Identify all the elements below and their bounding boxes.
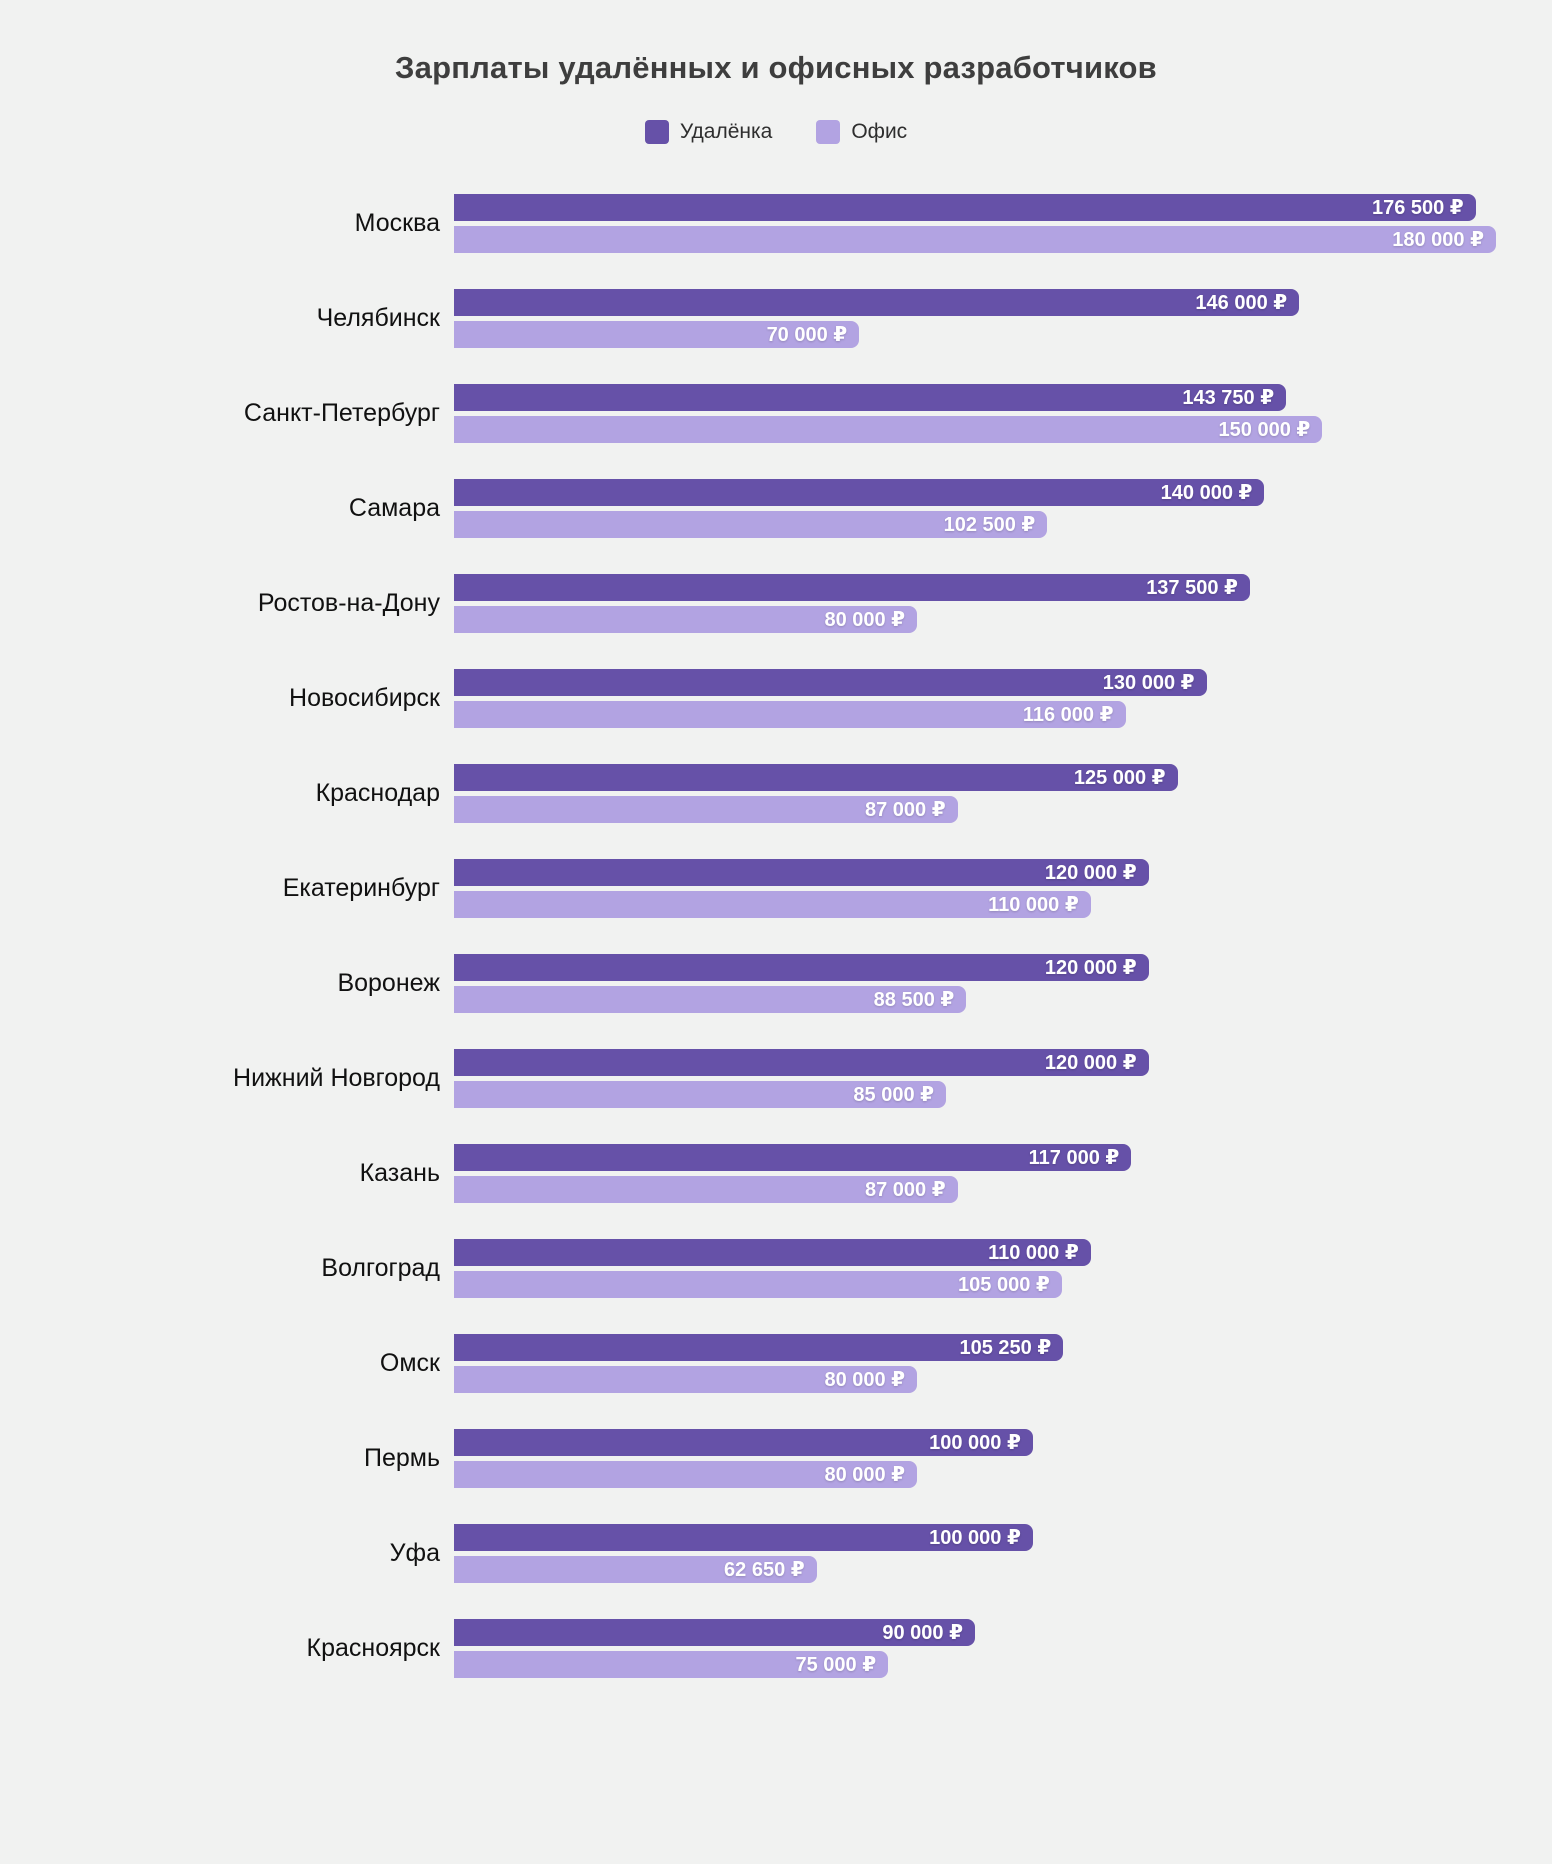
bar-group bbox=[454, 574, 1496, 633]
bar-office bbox=[454, 321, 859, 348]
bar-value-label: 137 500 ₽ bbox=[1146, 577, 1238, 599]
category-label: Уфа bbox=[389, 1539, 440, 1567]
bar-office bbox=[454, 1651, 888, 1678]
legend-label-office: Офис bbox=[851, 120, 908, 143]
bar-value-label: 88 500 ₽ bbox=[873, 989, 955, 1011]
bar-office bbox=[454, 1461, 917, 1488]
bar-remote bbox=[454, 669, 1207, 696]
category-label: Казань bbox=[359, 1159, 440, 1187]
bar-value-label: 100 000 ₽ bbox=[929, 1432, 1021, 1454]
bar-value-label: 143 750 ₽ bbox=[1182, 387, 1275, 409]
bar-value-label: 140 000 ₽ bbox=[1160, 482, 1253, 504]
chart-title: Зарплаты удалённых и офисных разработчиков bbox=[395, 50, 1157, 85]
category-label: Омск bbox=[379, 1349, 440, 1377]
bar-value-label: 176 500 ₽ bbox=[1371, 197, 1464, 219]
bar-group bbox=[454, 479, 1496, 538]
bar-office bbox=[454, 986, 966, 1013]
bar-office bbox=[454, 1176, 958, 1203]
category-label: Воронеж bbox=[337, 969, 440, 997]
bar-remote bbox=[454, 764, 1178, 791]
category-label: Новосибирск bbox=[289, 684, 440, 712]
category-label: Красноярск bbox=[306, 1634, 440, 1662]
bar-office bbox=[454, 606, 917, 633]
bar-value-label: 87 000 ₽ bbox=[864, 799, 946, 821]
legend-swatch-office-icon bbox=[816, 120, 840, 144]
bar-value-label: 100 000 ₽ bbox=[929, 1527, 1021, 1549]
category-label: Пермь bbox=[364, 1444, 440, 1472]
bar-group bbox=[454, 194, 1496, 253]
bar-office bbox=[454, 1366, 917, 1393]
bar-remote bbox=[454, 1524, 1033, 1551]
chart-row bbox=[0, 194, 1552, 253]
category-label: Самара bbox=[348, 494, 440, 522]
bar-remote bbox=[454, 859, 1149, 886]
bar-remote bbox=[454, 194, 1476, 221]
chart-row bbox=[0, 1144, 1552, 1203]
chart-row bbox=[0, 479, 1552, 538]
chart-row bbox=[0, 1619, 1552, 1678]
chart-row bbox=[0, 764, 1552, 823]
bar-value-label: 117 000 ₽ bbox=[1028, 1147, 1120, 1169]
bar-office bbox=[454, 796, 958, 823]
category-label: Москва bbox=[354, 209, 440, 237]
bar-group bbox=[454, 1144, 1496, 1203]
bar-value-label: 102 500 ₽ bbox=[943, 514, 1036, 536]
bar-office bbox=[454, 1556, 817, 1583]
bar-remote bbox=[454, 479, 1264, 506]
bar-value-label: 120 000 ₽ bbox=[1044, 862, 1137, 884]
bar-group bbox=[454, 1429, 1496, 1488]
bar-value-label: 125 000 ₽ bbox=[1073, 767, 1166, 789]
bar-value-label: 70 000 ₽ bbox=[766, 324, 848, 346]
legend-swatch-remote-icon bbox=[645, 120, 669, 144]
bar-value-label: 80 000 ₽ bbox=[824, 609, 906, 631]
legend-item-remote bbox=[645, 120, 773, 144]
bar-group bbox=[454, 289, 1496, 348]
bar-remote bbox=[454, 1049, 1149, 1076]
category-label: Челябинск bbox=[316, 304, 440, 332]
bar-value-label: 120 000 ₽ bbox=[1044, 957, 1137, 979]
bar-office bbox=[454, 701, 1126, 728]
bar-group bbox=[454, 1239, 1496, 1298]
bar-group bbox=[454, 1049, 1496, 1108]
bar-remote bbox=[454, 289, 1299, 316]
bar-group bbox=[454, 764, 1496, 823]
bar-value-label: 150 000 ₽ bbox=[1218, 419, 1311, 441]
bar-value-label: 120 000 ₽ bbox=[1044, 1052, 1137, 1074]
bar-remote bbox=[454, 1239, 1091, 1266]
bar-office bbox=[454, 226, 1496, 253]
chart-row bbox=[0, 859, 1552, 918]
chart-rows bbox=[0, 194, 1552, 1678]
bar-remote bbox=[454, 574, 1250, 601]
category-label: Нижний Новгород bbox=[233, 1064, 440, 1092]
bar-group bbox=[454, 859, 1496, 918]
bar-office bbox=[454, 416, 1322, 443]
bar-group bbox=[454, 669, 1496, 728]
category-label: Санкт-Петербург bbox=[243, 399, 440, 427]
bar-value-label: 146 000 ₽ bbox=[1195, 292, 1288, 314]
bar-group bbox=[454, 1334, 1496, 1393]
bar-value-label: 105 250 ₽ bbox=[959, 1337, 1052, 1359]
chart-row bbox=[0, 669, 1552, 728]
bar-remote bbox=[454, 954, 1149, 981]
chart-row bbox=[0, 289, 1552, 348]
bar-remote bbox=[454, 1619, 975, 1646]
chart-row bbox=[0, 574, 1552, 633]
salary-chart bbox=[0, 50, 1552, 1678]
bar-value-label: 62 650 ₽ bbox=[724, 1559, 805, 1581]
bar-value-label: 80 000 ₽ bbox=[824, 1464, 906, 1486]
bar-value-label: 130 000 ₽ bbox=[1102, 672, 1195, 694]
bar-group bbox=[454, 384, 1496, 443]
bar-remote bbox=[454, 1334, 1063, 1361]
bar-value-label: 180 000 ₽ bbox=[1392, 229, 1484, 251]
category-label: Волгоград bbox=[321, 1254, 440, 1282]
legend-label-remote: Удалёнка bbox=[679, 120, 773, 143]
bar-office bbox=[454, 1081, 946, 1108]
chart-row bbox=[0, 1049, 1552, 1108]
bar-value-label: 87 000 ₽ bbox=[864, 1179, 946, 1201]
bar-group bbox=[454, 954, 1496, 1013]
bar-remote bbox=[454, 1429, 1033, 1456]
bar-group bbox=[454, 1524, 1496, 1583]
bar-value-label: 75 000 ₽ bbox=[795, 1654, 877, 1676]
category-label: Краснодар bbox=[315, 779, 440, 807]
chart-row bbox=[0, 1334, 1552, 1393]
chart-row bbox=[0, 1524, 1552, 1583]
bar-value-label: 110 000 ₽ bbox=[988, 1242, 1079, 1264]
chart-row bbox=[0, 1429, 1552, 1488]
chart-row bbox=[0, 954, 1552, 1013]
chart-row bbox=[0, 1239, 1552, 1298]
bar-remote bbox=[454, 1144, 1131, 1171]
bar-office bbox=[454, 891, 1091, 918]
chart-legend bbox=[0, 120, 1552, 144]
category-label: Ростов-на-Дону bbox=[257, 589, 440, 617]
bar-value-label: 85 000 ₽ bbox=[853, 1084, 935, 1106]
chart-row bbox=[0, 384, 1552, 443]
bar-value-label: 116 000 ₽ bbox=[1022, 704, 1114, 726]
bar-value-label: 80 000 ₽ bbox=[824, 1369, 906, 1391]
category-label: Екатеринбург bbox=[282, 874, 440, 902]
bar-group bbox=[454, 1619, 1496, 1678]
bar-value-label: 105 000 ₽ bbox=[958, 1274, 1050, 1296]
bar-office bbox=[454, 1271, 1062, 1298]
bar-value-label: 90 000 ₽ bbox=[882, 1622, 963, 1644]
bar-remote bbox=[454, 384, 1286, 411]
legend-item-office bbox=[816, 120, 907, 144]
bar-value-label: 110 000 ₽ bbox=[988, 894, 1079, 916]
bar-office bbox=[454, 511, 1047, 538]
